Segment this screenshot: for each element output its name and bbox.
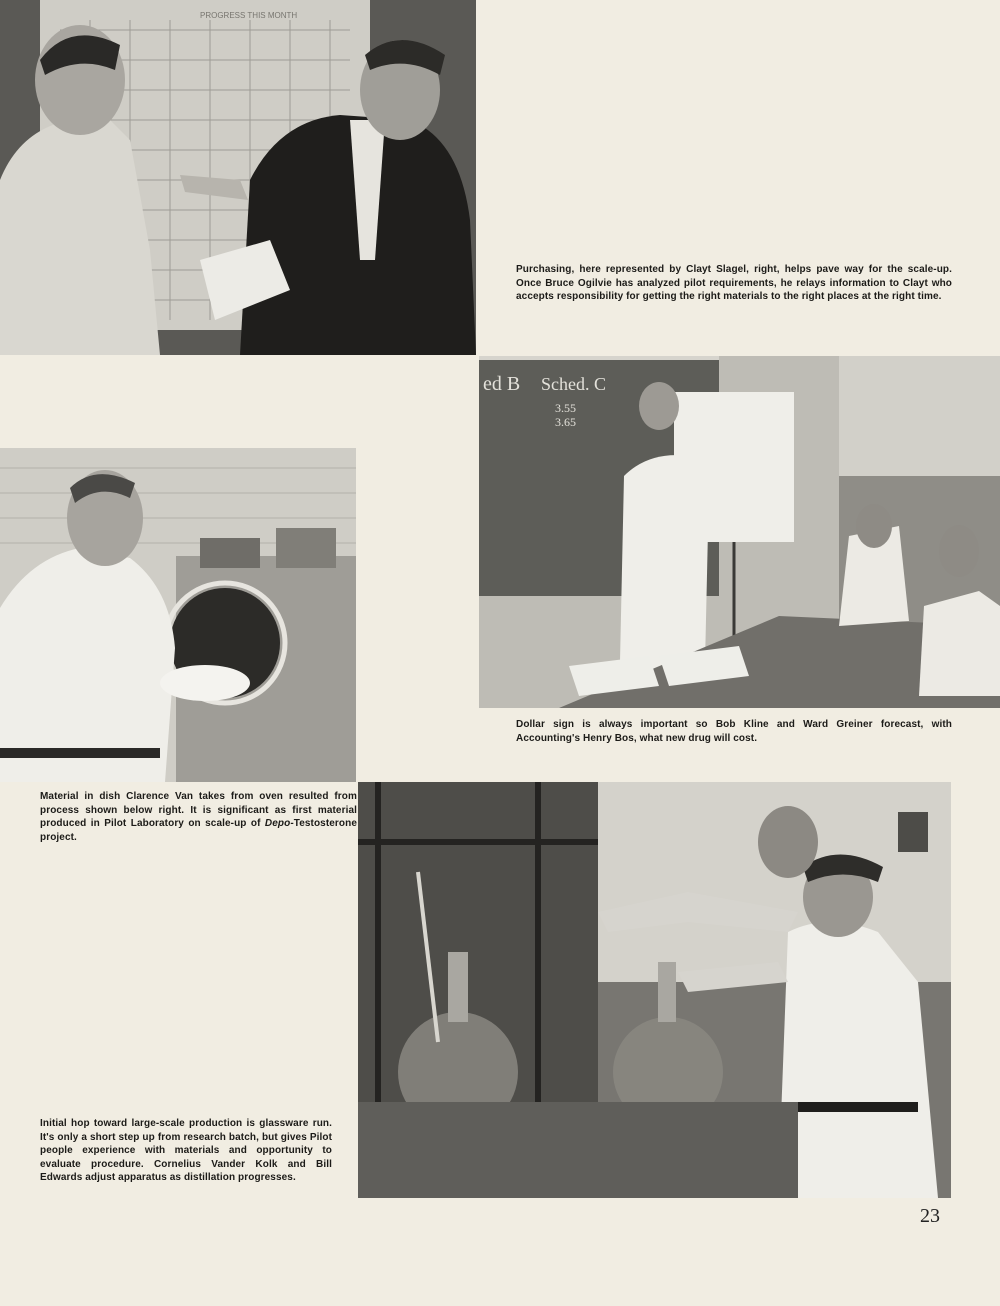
caption-glassware: Initial hop toward large-scale production is glassware run. It's only a short step up from research batch, but gives Pilot people experience with materials and opportunity to evaluate procedure. Cornelius Vander Kolk and Bill Edwards adjust apparatus as distillation progresses. (40, 1118, 332, 1183)
caption-oven-part1: Material in dish Clarence Van takes from oven resulted from process shown below right. It is significant as first material produced in Pilot Laboratory on scale-up of (40, 791, 357, 829)
photo-purchasing (0, 0, 476, 355)
chart-paper-title: PROGRESS THIS MONTH (200, 11, 298, 20)
caption-oven-part2: -Testosterone project. (40, 818, 357, 843)
chalkboard-value-1: 3.55 (555, 401, 576, 415)
chalkboard-heading-right: Sched. C (541, 374, 606, 394)
photo-accounting-image (479, 356, 1000, 708)
caption-purchasing: Purchasing, here represented by Clayt Slagel, right, helps pave way for the scale-up. Once Bruce Ogilvie has analyzed pilot requirements, he relays information to Clayt who accepts responsibility for getting the right materials to the right places at the right time. (516, 264, 952, 302)
photo-accounting (479, 356, 1000, 708)
photo-oven (0, 448, 356, 782)
photo-purchasing-image (0, 0, 476, 355)
photo-glassware (358, 782, 951, 1198)
photo-oven-image (0, 448, 356, 782)
photo-glassware-image (358, 782, 951, 1198)
caption-oven-italic: Depo (264, 818, 291, 829)
page-number: 23 (920, 1205, 940, 1227)
chalkboard-value-2: 3.65 (555, 415, 576, 429)
chalkboard-heading-left: ed B (483, 373, 521, 395)
caption-accounting: Dollar sign is always important so Bob Kline and Ward Greiner forecast, with Accounting's Henry Bos, what new drug will cost. (516, 719, 952, 744)
caption-oven (40, 790, 357, 844)
